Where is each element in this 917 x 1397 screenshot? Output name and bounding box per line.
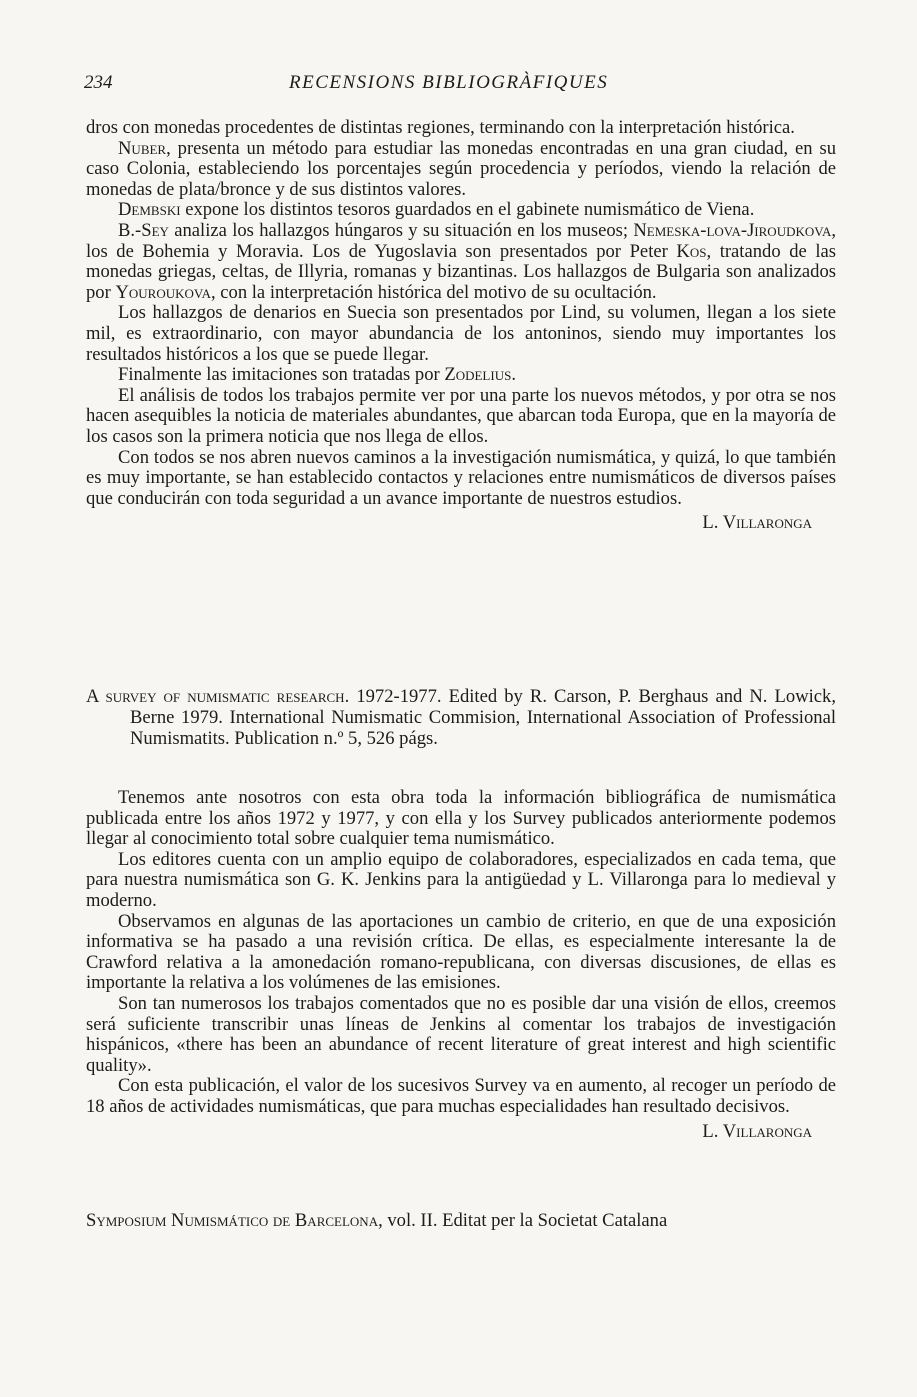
author-name: Youroukova [115, 281, 211, 303]
paragraph: Tenemos ante nosotros con esta obra toda la información bibliográfica de numismática publicada entre los años 1972 y 1977, y con ella y los Survey publicados anteriormente podemos llegar al conocimiento total sobre cualquier tema numismático. [86, 787, 836, 850]
author-name: B.-Sey [118, 219, 169, 241]
page-number: 234 [84, 72, 113, 93]
author-name: Dembski [118, 199, 181, 221]
paragraph: Observamos en algunas de las aportaciones un cambio de criterio, en que de una exposición informativa se ha pasado a una revisión crítica. De ellas, es especialmente interesante la de Crawford relativa a la amonedación romano-republicana, con diversas discusiones, de ellas es importante la relativa a los volúmenes de las emisiones. [86, 910, 836, 994]
review-2-title [86, 686, 836, 749]
author-name: Zodelius [444, 364, 512, 386]
review-1 [86, 118, 836, 534]
paragraph: B.-Sey analiza los hallazgos húngaros y su situación en los museos; Nemeska-lova-Jiroudkova, los de Bohemia y Moravia. Los de Yugoslavia son presentados por Peter Kos, tratando de las monedas griegas, celtas, de Illyria, romanas y bizantinas. Los hallazgos de Bulgaria son analizados por Youroukova, con la interpretación histórica del motivo de su ocultación. [86, 219, 837, 303]
paragraph: Nuber, presenta un método para estudiar las monedas encontradas en una gran ciudad, en su caso Colonia, estableciendo los porcentajes según procedencia y períodos, viendo la relación de monedas de plata/bronce y de sus distintos valores. [86, 137, 836, 200]
page-header [84, 72, 844, 102]
paragraph: El análisis de todos los trabajos permite ver por una parte los nuevos métodos, y por otra se nos hacen asequibles la noticia de materiales abundantes, que abarcan toda Europa, que en la mayoría de los casos son la primera noticia que nos llega de ellos. [86, 384, 836, 447]
review-3-title [86, 1210, 836, 1231]
bibliographic-entry: Symposium Numismático de Barcelona, vol. II. Editat per la Societat Catalana [86, 1210, 668, 1231]
signature: L. Villaronga [702, 1120, 812, 1142]
paragraph: Con esta publicación, el valor de los sucesivos Survey va en aumento, al recoger un período de 18 años de actividades numismáticas, que para muchas especialidades han resultado decisivos. [86, 1075, 836, 1117]
review-2 [86, 788, 836, 1142]
paragraph: dros con monedas procedentes de distintas regiones, terminando con la interpretación histórica. [86, 117, 795, 138]
paragraph: Finalmente las imitaciones son tratadas por Zodelius. [118, 364, 516, 386]
signature: L. Villaronga [702, 512, 812, 534]
paragraph: Los editores cuenta con un amplio equipo de colaboradores, especializados en cada tema, que para nuestra numismática son G. K. Jenkins para la antigüedad y L. Villaronga para lo medieval y moderno. [86, 848, 836, 911]
paragraph: Los hallazgos de denarios en Suecia son presentados por Lind, su volumen, llegan a los siete mil, es extraordinario, con mayor abundancia de los antoninos, siendo muy importantes los resultados históricos a los que se puede llegar. [86, 302, 836, 365]
running-title: RECENSIONS BIBLIOGRÀFIQUES [289, 72, 609, 93]
bibliographic-entry: A survey of numismatic research. 1972-1977. Edited by R. Carson, P. Berghaus and N. Lowick, Berne 1979. International Numismatic Commision, International Association of Professional Numismatits. Publication n.º 5, 526 págs. [86, 686, 836, 749]
author-name: Kos [676, 240, 707, 262]
paragraph: Dembski expone los distintos tesoros guardados en el gabinete numismático de Viena. [118, 199, 755, 221]
paragraph: Con todos se nos abren nuevos caminos a la investigación numismática, y quizá, lo que también es muy importante, se han establecido contactos y relaciones entre numismáticos de diversos países que conducirán con toda seguridad a un avance importante de nuestros estudios. [86, 446, 836, 509]
author-name: Nemeska-lova-Jiroudkova [633, 219, 832, 241]
author-name: Nuber [118, 137, 167, 159]
paragraph: Son tan numerosos los trabajos comentados que no es posible dar una visión de ellos, creemos será suficiente transcribir unas líneas de Jenkins al comentar los trabajos de investigación hispánicos, «there has been an abundance of recent literature of great interest and high scientific quality». [86, 992, 836, 1076]
